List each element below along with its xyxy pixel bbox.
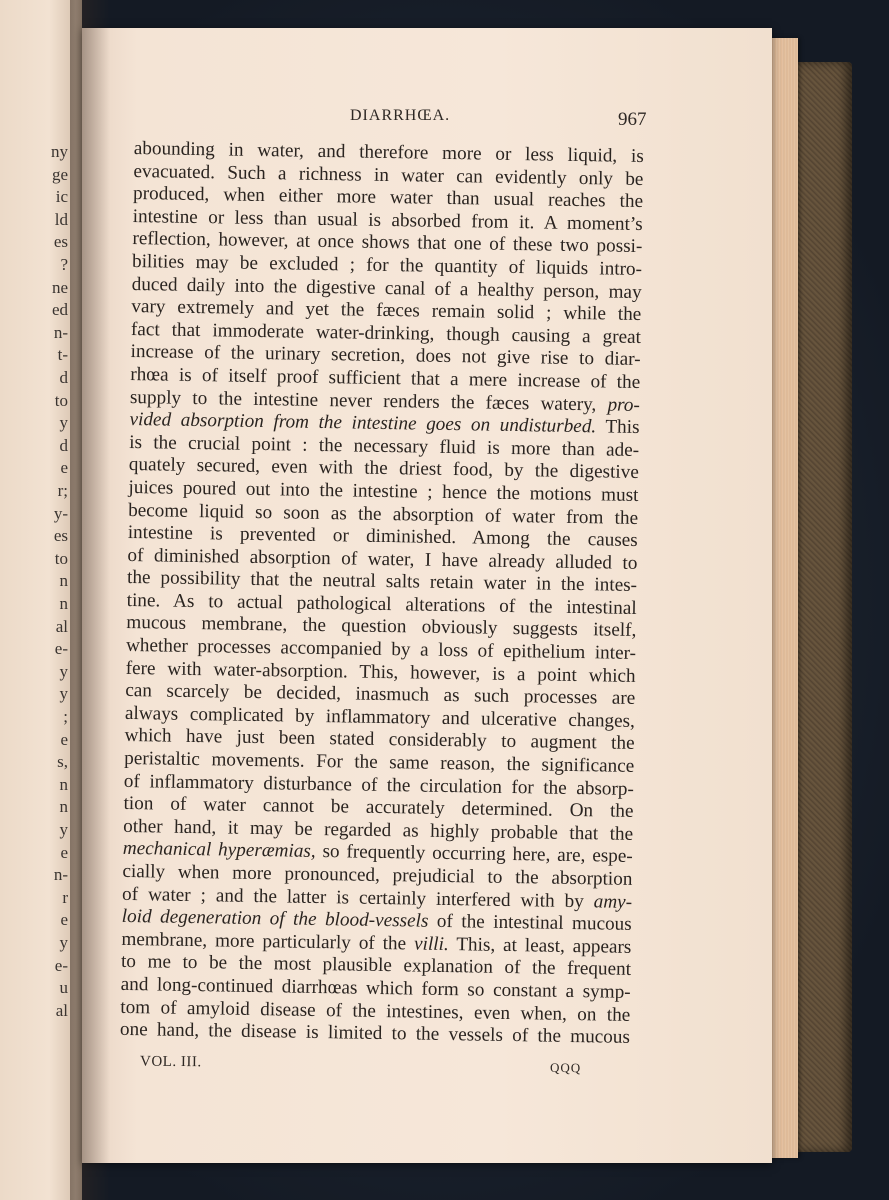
text-segment: This, at least, appears xyxy=(448,933,632,958)
left-page-fragment: r; xyxy=(57,481,68,500)
left-page-fragment: e xyxy=(60,910,68,930)
italic-text: pro- xyxy=(607,394,641,416)
text-line: and long-continued diarrhœas which form so constant a symp- xyxy=(120,973,631,1003)
left-page-fragment: e- xyxy=(54,639,68,659)
left-page-fragment: d xyxy=(59,435,68,455)
text-line: fere with water-absorption. This, however, is a point which xyxy=(125,657,636,687)
text-line: peristaltic movements. For the same reason, the significance xyxy=(124,747,635,777)
left-page-fragment: e- xyxy=(54,955,68,975)
text-segment: supply to the intestine never renders the fæces watery, xyxy=(129,386,597,415)
text-line: evacuated. Such a richness in water can evidently only be xyxy=(133,160,644,190)
left-page-fragment: n xyxy=(59,594,68,613)
left-page-fragment: u xyxy=(59,978,68,998)
page-number: 967 xyxy=(618,109,647,130)
page-header xyxy=(82,103,772,133)
text-line: intestine or less than usual is absorbed from it. A moment’s xyxy=(132,205,643,235)
running-head: DIARRHŒA. xyxy=(350,107,451,124)
left-page-fragment: r xyxy=(62,887,68,907)
left-page-fragment: d xyxy=(59,368,68,387)
left-page-fragment: y xyxy=(59,820,68,839)
left-page-fragment: e xyxy=(60,729,68,749)
body-text xyxy=(120,138,644,1050)
left-page-fragment: n- xyxy=(53,865,68,885)
left-page-fragment: y xyxy=(59,933,68,952)
left-page-fragment: al xyxy=(55,616,68,636)
left-page-fragment: n xyxy=(59,797,68,817)
left-page-fragment: ? xyxy=(60,255,68,274)
left-page-fragment: ld xyxy=(54,209,68,229)
text-line: abounding in water, and therefore more or less liquid, is xyxy=(133,138,644,168)
book-cover xyxy=(790,62,852,1152)
text-line: bilities may be excluded ; for the quantity of liquids intro- xyxy=(131,250,643,280)
text-line: is the crucial point : the necessary fluid is more than ade- xyxy=(129,431,640,461)
left-page-fragment: e xyxy=(60,842,68,862)
text-line: become liquid so soon as the absorption of water from the xyxy=(127,499,639,529)
left-page-fragment: es xyxy=(53,526,68,546)
left-page-fragment: e xyxy=(60,458,68,478)
left-page-fragment: y xyxy=(59,661,68,681)
text-line: fact that immoderate water-drinking, though causing a great xyxy=(130,318,642,348)
text-line: always complicated by inflammatory and ulcerative changes, xyxy=(124,702,636,732)
text-line: can scarcely be decided, inasmuch as such processes are xyxy=(125,680,636,710)
volume-label: VOL. III. xyxy=(139,1053,202,1071)
text-line: the possibility that the neutral salts retain water in the intes- xyxy=(126,567,638,597)
text-line: of diminished absorption of water, I have already alluded to xyxy=(127,544,638,574)
left-page-fragment: y xyxy=(59,684,68,704)
text-line: duced daily into the digestive canal of a healthy person, may xyxy=(131,273,642,303)
left-page-fragment: n- xyxy=(53,322,68,342)
text-line: rhœa is of itself proof sufficient that a mere increase of the xyxy=(130,363,641,393)
italic-text: villi. xyxy=(413,933,449,955)
text-segment: of the intestinal mucous xyxy=(428,910,632,936)
left-page-fragment: to xyxy=(54,390,68,410)
left-page-fragment: ; xyxy=(63,707,68,726)
book-page xyxy=(82,28,772,1163)
text-line: quately secured, even with the driest food, by the digestive xyxy=(128,454,639,484)
left-page-fragment: al xyxy=(55,1000,68,1020)
text-line: vary extremely and yet the fæces remain solid ; while the xyxy=(131,296,642,326)
text-line: whether processes accompanied by a loss of epithelium inter- xyxy=(125,635,637,665)
text-line: reflection, however, at once shows that one of these two possi- xyxy=(132,228,643,258)
italic-text: vided absorption from the intestine goes on undisturbed. xyxy=(129,409,597,438)
left-page-fragment: ed xyxy=(51,300,68,320)
left-page-fragment: t- xyxy=(57,345,68,365)
text-line: intestine is prevented or diminished. Among the causes xyxy=(127,522,638,552)
text-line: mucous membrane, the question obviously suggests itself, xyxy=(126,612,637,642)
left-page-fragment: ge xyxy=(51,164,68,184)
left-page-fragment: n xyxy=(59,571,68,591)
signature-mark: QQQ xyxy=(549,1059,582,1076)
left-page-fragment: ic xyxy=(55,187,68,207)
page-footer xyxy=(140,1054,600,1085)
left-page-fragment: s, xyxy=(57,752,68,772)
gutter-shadow xyxy=(70,0,110,1200)
text-line: which have just been stated considerably to augment the xyxy=(124,725,635,755)
text-line: tine. As to actual pathological alterations of the intestinal xyxy=(126,589,637,619)
left-page-fragment: ny xyxy=(51,142,68,161)
text-segment: of water ; and the latter is certainly interfered with by xyxy=(121,883,584,912)
left-page-fragment: to xyxy=(54,548,68,568)
italic-text: amy- xyxy=(593,890,633,913)
left-page-fragment: n xyxy=(59,774,68,794)
left-page-fragment: y- xyxy=(53,503,68,523)
text-line: of inflammatory disturbance of the circulation for the absorp- xyxy=(123,770,635,800)
text-line: to me to be the most plausible explanation of the frequent xyxy=(120,951,632,981)
left-page-fragment: y xyxy=(59,413,68,433)
left-page-fragment: es xyxy=(53,232,68,252)
left-page-fragment: ne xyxy=(51,277,68,297)
text-segment: so frequently occurring here, are, espe- xyxy=(315,841,633,868)
text-line: other hand, it may be regarded as highly probable that the xyxy=(123,815,634,845)
text-segment: This xyxy=(596,416,640,439)
italic-text: mechanical hyperæmias, xyxy=(122,838,316,863)
text-line: increase of the urinary secretion, does not give rise to diar- xyxy=(130,341,641,371)
text-line: cially when more pronounced, prejudicial to the absorption xyxy=(122,860,633,890)
italic-text: loid degeneration of the blood-vessels xyxy=(121,906,429,932)
text-line: produced, when either more water than usual reaches the xyxy=(132,183,644,213)
text-segment: membrane, more particularly of the xyxy=(121,928,407,955)
text-line: one hand, the disease is limited to the vessels of the mucous xyxy=(119,1019,631,1049)
text-line: tion of water cannot be accurately determined. On the xyxy=(123,793,634,823)
text-line: juices poured out into the intestine ; hence the motions must xyxy=(128,476,639,506)
text-line: tom of amyloid disease of the intestines, even when, on the xyxy=(120,996,631,1026)
